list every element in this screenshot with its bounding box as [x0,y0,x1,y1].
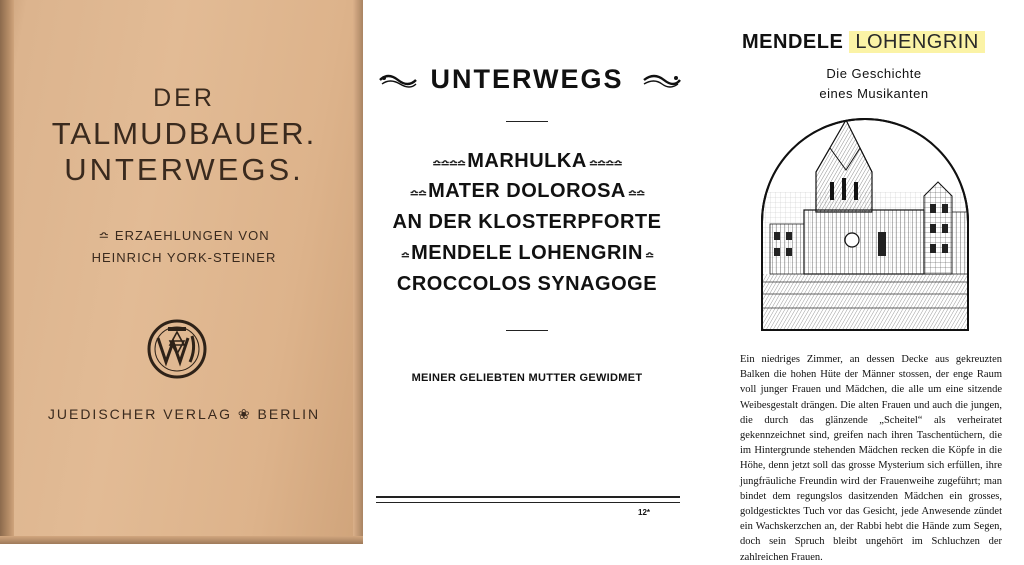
cover-author: HEINRICH YORK-STEINER [91,250,277,265]
synagogue-illustration [760,112,970,332]
page-number: 12* [638,508,651,517]
divider [506,330,548,331]
ornament-filler: ≏≏≏≏ [586,158,622,170]
ornament-filler: ≏≏≏≏ [432,158,468,170]
contents-item-label: CROCCOLOS SYNAGOGE [396,273,658,295]
story-subtitle-2: eines Musikanten [819,86,929,101]
ornament-filler: ≏≏ [625,188,645,200]
cover-genre-line: ≏ ERZAEHLUNGEN VON [98,228,270,243]
contents-item-label: AN DER KLOSTERPFORTE [392,211,662,233]
cover-publisher: JUEDISCHER VERLAG ❀ BERLIN [47,406,321,422]
contents-page [366,0,688,544]
contents-item-label: MATER DOLOROSA [428,180,626,202]
cover-edge [353,0,363,544]
story-page [724,0,1024,563]
cover-title-article: DER [153,84,215,112]
cover-bottom-edge [0,536,363,544]
story-subtitle: Die Geschichte [826,66,922,81]
footer-rule [376,496,680,498]
story-body-text: Ein niedriges Zimmer, an dessen Decke aus gekreuzten Balken die hohen Hüte der Männer stossen, der enge Raum voll junger Frauen und Mädchen, die alle um eine sitzende Weibesgestalt drängen. Die alten Frauen und auch die jungen, die durch das glänzende „Scheitel“ als verheiratet gekennzeichnet sind, greifen nach ihren Taschentüchern, die im Hintergrunde stehenden Mädchen recken die Köpfe in die Höhe, denn jetzt soll das grosse Mysterium sich erfüllen, ihre jungfräuliche Freundin wird der Frauenweihe zugeführt; man bindet dem regungslos dasitzenden Mädchen ein grosses, goldgesticktes Tuch vor das Gesicht, jede Anwesende zündet ein Wachskerzchen an, der Rabbi hebt die Hände zum Segen, doch sein Spruch bleibt ungehört im Schluchzen der zahlreichen Frauen. [740,354,1002,563]
story-title [742,31,985,54]
contents-item-mater-dolorosa [366,180,688,203]
contents-item-label: MENDELE LOHENGRIN [411,242,643,264]
footer-rule [376,502,680,503]
story-title-highlighted: LOHENGRIN [849,31,984,53]
contents-title: UNTERWEGS [430,64,624,94]
cover-subtitle: UNTERWEGS. [64,152,304,187]
story-title-first: MENDELE [742,31,844,53]
dedication: MEINER GELIEBTEN MUTTER GEWIDMET [411,372,643,384]
ornament-filler: ≏≏ [409,188,429,200]
book-spine [0,0,14,544]
contents-item-mendele-lohengrin [366,242,688,265]
contents-item-an-der-klosterpforte [366,211,688,234]
book-cover [0,0,363,544]
ornament-filler: ≏ [642,250,654,262]
ornament-filler: ≏ [400,250,412,262]
contents-item-croccolos-synagoge [366,273,688,296]
contents-item-label: MARHULKA [467,150,587,172]
publisher-logo-icon [146,318,208,380]
divider [506,121,548,122]
contents-item-marhulka [366,150,688,173]
right-ornament-icon [642,72,682,88]
cover-title: TALMUDBAUER. [51,116,317,151]
